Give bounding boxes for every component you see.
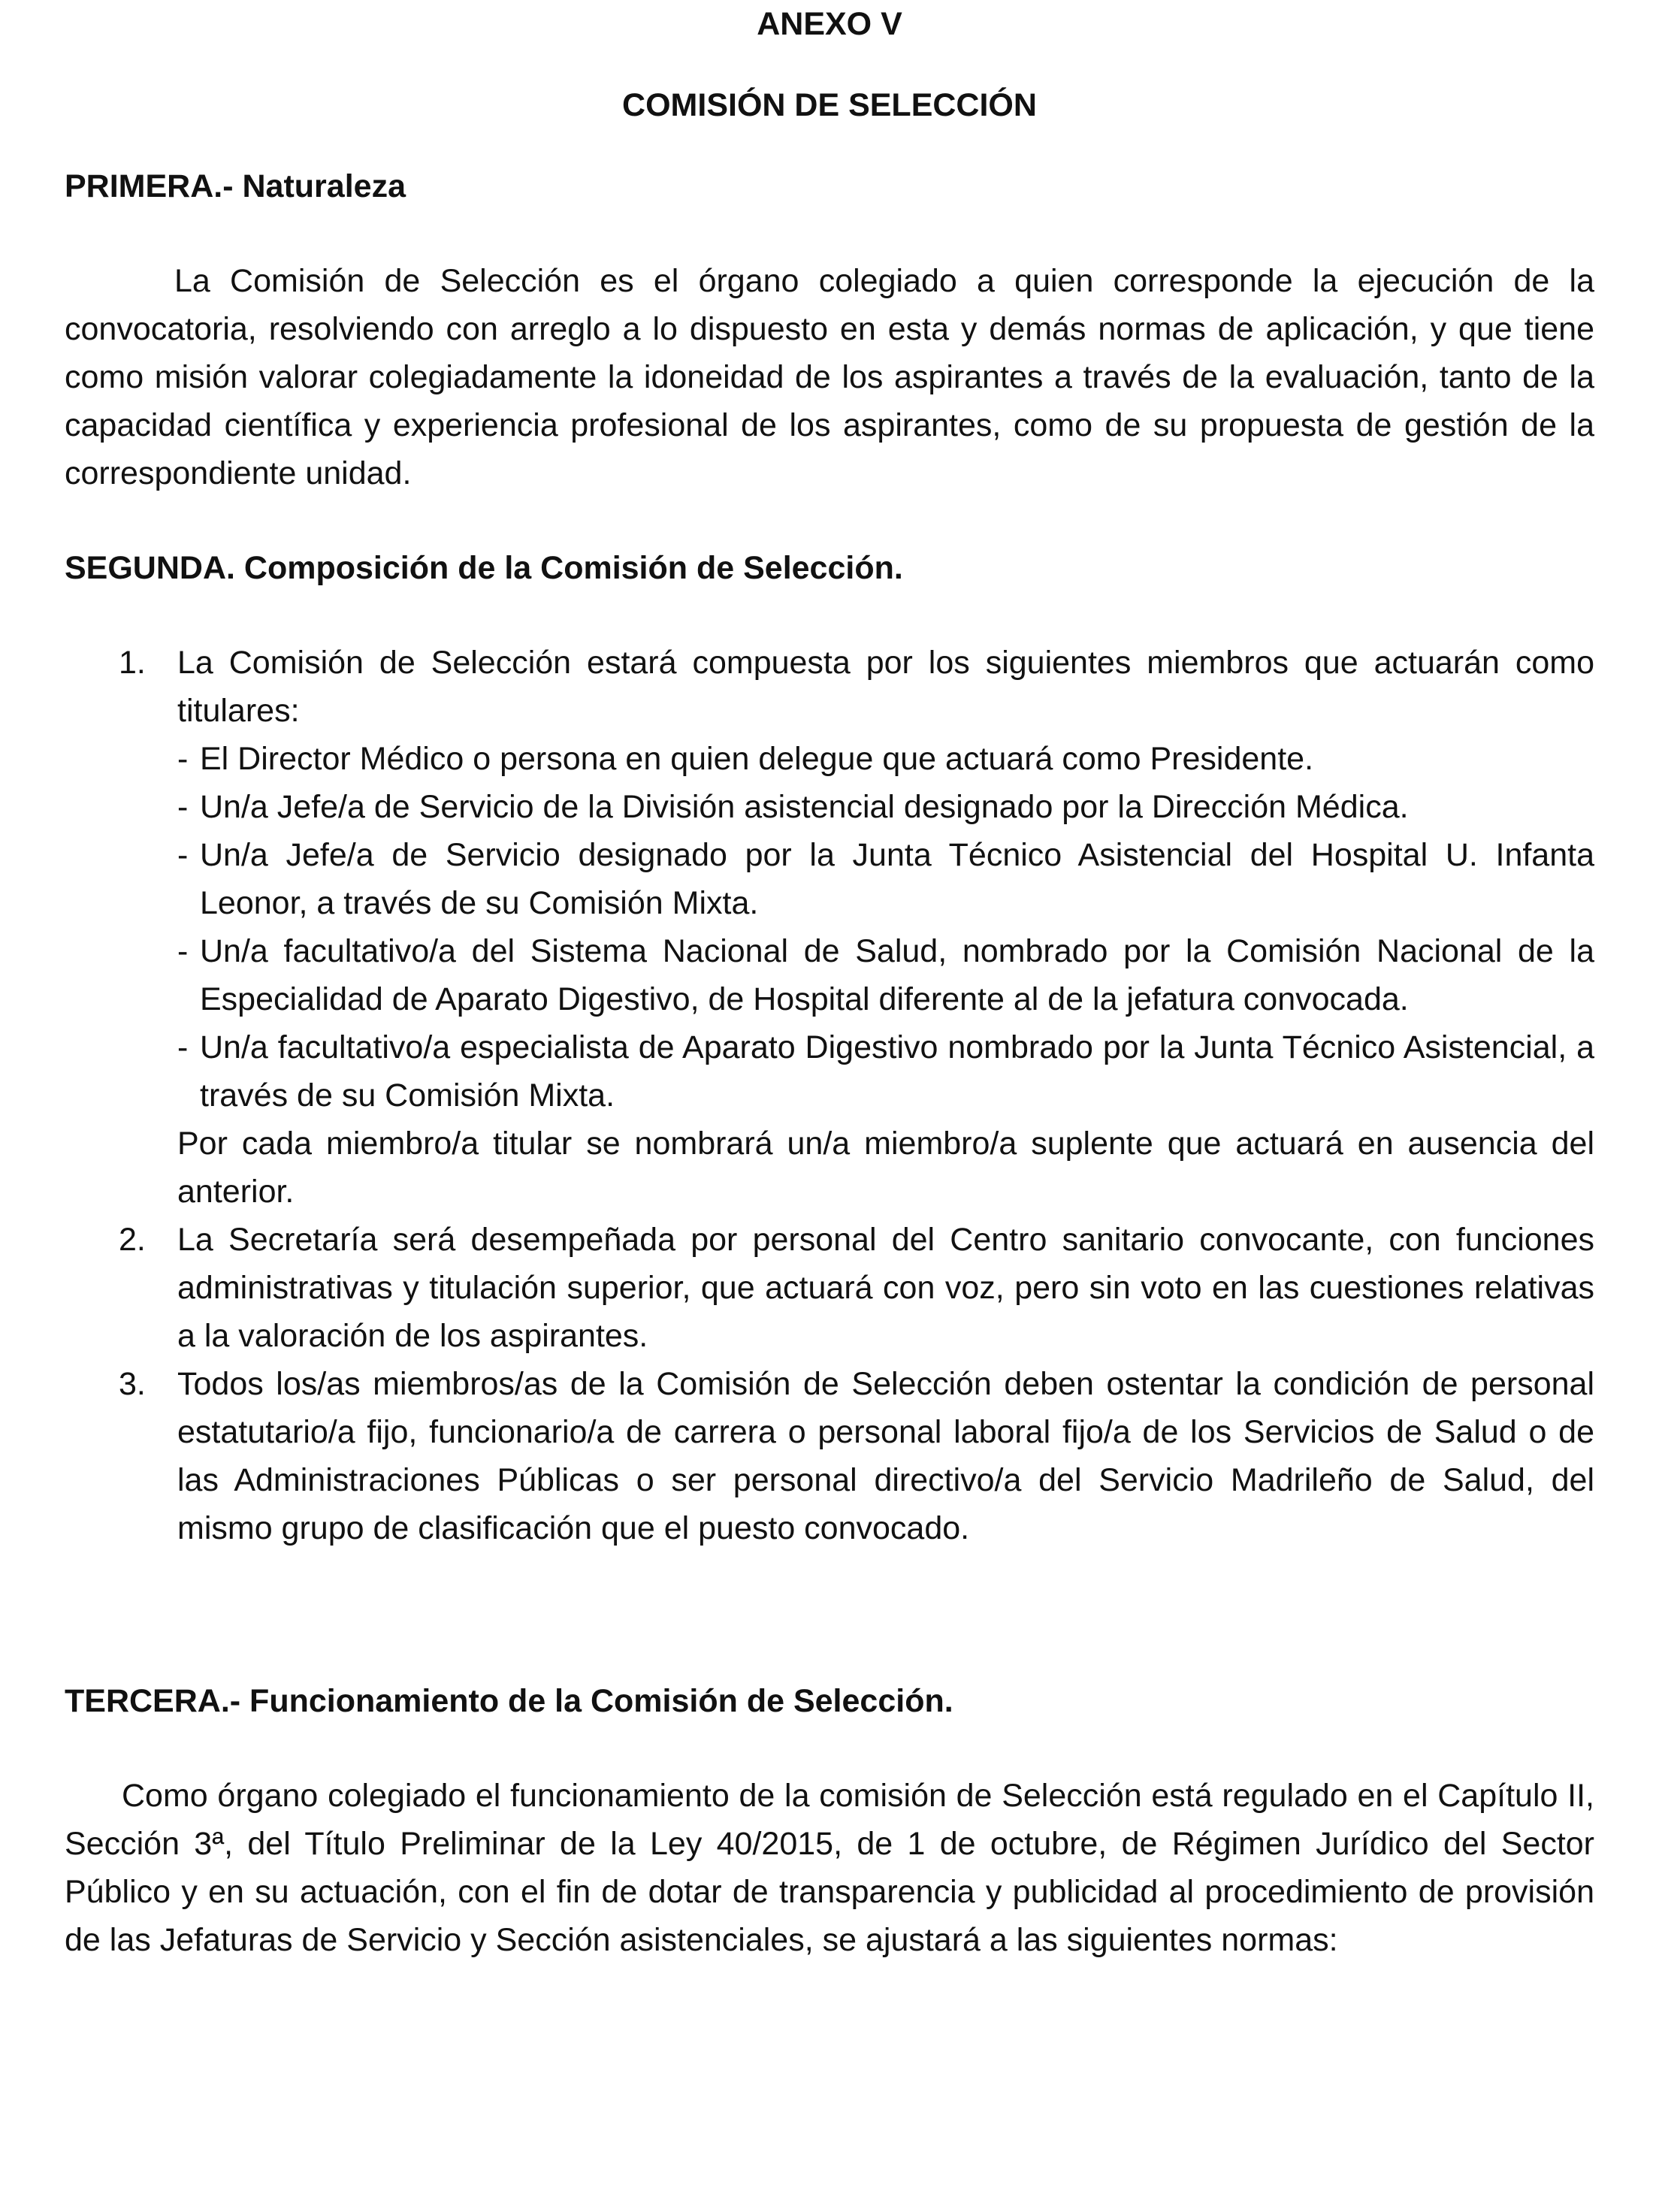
member-item	[177, 1023, 1594, 1120]
section-heading-tercera: TERCERA.- Funcionamiento de la Comisión de Selección.	[65, 1683, 953, 1719]
member-item	[177, 927, 1594, 1023]
dash-bullet: -	[177, 789, 189, 825]
composition-list	[65, 639, 1594, 1552]
list-item-text: Todos los/as miembros/as de la Comisión de Selección deben ostentar la condición de personal estatutario/a fijo, funcionario/a de carrera o personal laboral fijo/a de los Servicios de Salud o de las Administraciones Públicas o ser personal directivo/a del Servicio Madrileño de Salud, del mismo grupo de clasificación que el puesto convocado.	[177, 1366, 1594, 1546]
dash-bullet: -	[177, 1029, 189, 1065]
dash-bullet: -	[177, 933, 189, 969]
annex-title: ANEXO V	[757, 6, 902, 42]
list-item-number: 3.	[119, 1366, 146, 1402]
dash-bullet: -	[177, 837, 189, 873]
section-heading-segunda: SEGUNDA. Composición de la Comisión de Selección.	[65, 550, 903, 586]
member-text: Un/a facultativo/a del Sistema Nacional de Salud, nombrado por la Comisión Nacional de la Especialidad de Aparato Digestivo, de Hospital diferente al de la jefatura convocada.	[200, 933, 1594, 1017]
member-text: Un/a facultativo/a especialista de Aparato Digestivo nombrado por la Junta Técnico Asistencial, a través de su Comisión Mixta.	[200, 1029, 1594, 1114]
primera-paragraph: La Comisión de Selección es el órgano colegiado a quien corresponde la ejecución de la convocatoria, resolviendo con arreglo a lo dispuesto en esta y demás normas de aplicación, y que tiene como misión valorar colegiadamente la idoneidad de los aspirantes a través de la evaluación, tanto de la capacidad científica y experiencia profesional de los aspirantes, como de su propuesta de gestión de la correspondiente unidad.	[65, 263, 1594, 491]
list-item-number: 2.	[119, 1222, 146, 1258]
list-item	[65, 639, 1594, 1216]
list-item	[65, 1216, 1594, 1360]
tercera-paragraph: Como órgano colegiado el funcionamiento de la comisión de Selección está regulado en el Capítulo II, Sección 3ª, del Título Preliminar de la Ley 40/2015, de 1 de octubre, de Régimen Jurídico del Sector Público y en su actuación, con el fin de dotar de transparencia y publicidad al procedimiento de provisión de las Jefaturas de Servicio y Sección asistenciales, se ajustará a las siguientes normas:	[65, 1778, 1594, 1958]
list-item-text: La Comisión de Selección estará compuesta por los siguientes miembros que actuarán como titulares:	[177, 645, 1594, 729]
member-text: Un/a Jefe/a de Servicio designado por la Junta Técnico Asistencial del Hospital U. Infanta Leonor, a través de su Comisión Mixta.	[200, 837, 1594, 921]
substitute-note: Por cada miembro/a titular se nombrará un/a miembro/a suplente que actuará en ausencia del anterior.	[177, 1126, 1594, 1210]
member-item	[177, 831, 1594, 927]
member-item	[177, 783, 1594, 831]
dash-bullet: -	[177, 741, 189, 777]
list-item-text: La Secretaría será desempeñada por personal del Centro sanitario convocante, con funciones administrativas y titulación superior, que actuará con voz, pero sin voto en las cuestiones relativas a la valoración de los aspirantes.	[177, 1222, 1594, 1354]
member-text: El Director Médico o persona en quien delegue que actuará como Presidente.	[200, 741, 1314, 777]
commission-title: COMISIÓN DE SELECCIÓN	[622, 87, 1037, 123]
section-heading-primera: PRIMERA.- Naturaleza	[65, 168, 406, 204]
list-item	[65, 1360, 1594, 1552]
list-item-number: 1.	[119, 645, 146, 681]
member-list	[177, 735, 1594, 1120]
member-item	[177, 735, 1594, 783]
member-text: Un/a Jefe/a de Servicio de la División asistencial designado por la Dirección Médica.	[200, 789, 1409, 825]
